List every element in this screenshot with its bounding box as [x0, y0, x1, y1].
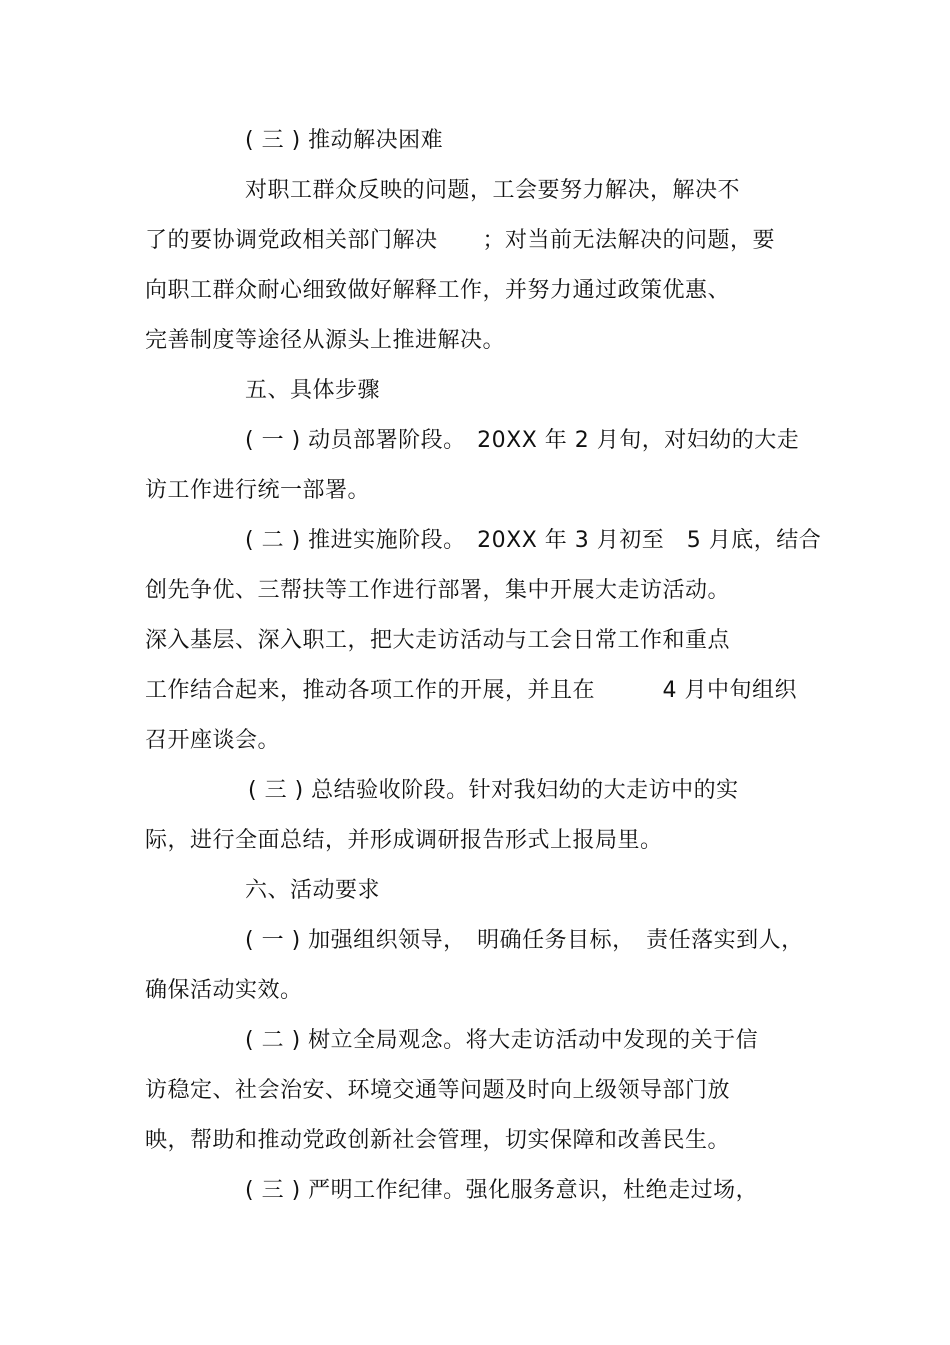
paragraph-line: 完善制度等途径从源头上推进解决。: [145, 328, 506, 353]
paragraph-line: 确保活动实效。: [145, 978, 303, 1003]
paragraph-line: 对职工群众反映的问题，工会要努力解决，解决不: [245, 178, 741, 203]
paragraph-line: 映，帮助和推动党政创新社会管理，切实保障和改善民生。: [145, 1128, 731, 1153]
paragraph-line: ( 一 ) 加强组织领导， 明确任务目标， 责任落实到人，: [245, 928, 804, 953]
paragraph-line: ( 三 ) 严明工作纪律。强化服务意识，杜绝走过场，: [245, 1178, 759, 1203]
paragraph-line: ( 二 ) 树立全局观念。将大走访活动中发现的关于信: [245, 1028, 759, 1053]
paragraph-line: ( 三 ) 总结验收阶段。针对我妇幼的大走访中的实: [248, 778, 739, 803]
paragraph-line: 访稳定、社会治安、环境交通等问题及时向上级领导部门放: [145, 1078, 731, 1103]
paragraph-line: ( 一 ) 动员部署阶段。 20XX 年 2 月旬，对妇幼的大走: [245, 428, 800, 453]
heading-section-3: ( 三 ) 推动解决困难: [245, 128, 444, 153]
paragraph-line: ( 二 ) 推进实施阶段。 20XX 年 3 月初至 5 月底，结合: [245, 528, 822, 553]
paragraph-line: 工作结合起来，推动各项工作的开展，并且在 4 月中旬组织: [145, 678, 797, 703]
paragraph-line: 了的要协调党政相关部门解决 ；对当前无法解决的问题，要: [145, 228, 776, 253]
paragraph-line: 向职工群众耐心细致做好解释工作，并努力通过政策优惠、: [145, 278, 731, 303]
paragraph-line: 召开座谈会。: [145, 728, 281, 753]
paragraph-line: 创先争优、三帮扶等工作进行部署，集中开展大走访活动。: [145, 578, 731, 603]
paragraph-line: 访工作进行统一部署。: [145, 478, 371, 503]
section-heading-6: 六、活动要求: [245, 878, 381, 903]
paragraph-line: 深入基层、深入职工，把大走访活动与工会日常工作和重点: [145, 628, 731, 653]
paragraph-line: 际，进行全面总结，并形成调研报告形式上报局里。: [145, 828, 663, 853]
section-heading-5: 五、具体步骤: [245, 378, 381, 403]
